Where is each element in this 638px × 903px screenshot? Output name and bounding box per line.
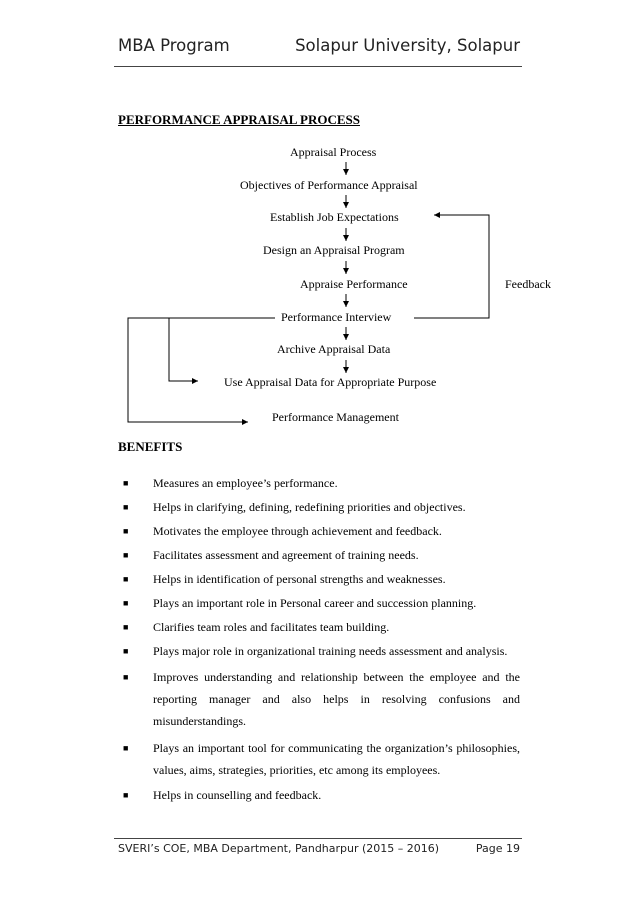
list-item: ■ Clarifies team roles and facilitates team building. [118, 618, 520, 637]
step-use-data: Use Appraisal Data for Appropriate Purpose [224, 375, 437, 389]
step-design-program: Design an Appraisal Program [263, 243, 405, 257]
bullet-icon: ■ [123, 622, 129, 632]
bullet-icon: ■ [123, 526, 129, 536]
bullet-icon: ■ [123, 574, 129, 584]
benefits-heading: BENEFITS [118, 439, 183, 454]
step-appraisal-process: Appraisal Process [290, 145, 377, 159]
bullet-icon: ■ [123, 743, 129, 753]
bullet-icon: ■ [123, 478, 129, 488]
step-archive-data: Archive Appraisal Data [277, 342, 391, 356]
step-performance-interview: Performance Interview [281, 310, 392, 324]
header-program: MBA Program [118, 36, 230, 55]
list-item: ■ Helps in counselling and feedback. [118, 786, 520, 805]
step-job-expectations: Establish Job Expectations [270, 210, 399, 224]
footer-rule [114, 838, 522, 839]
footer-institution: SVERI’s COE, MBA Department, Pandharpur (2015 – 2016) [118, 842, 440, 855]
management-loop [128, 318, 248, 422]
list-item: ■ Facilitates assessment and agreement of training needs. [118, 546, 520, 565]
list-item: ■ Helps in clarifying, defining, redefining priorities and objectives. [118, 498, 520, 517]
bullet-icon: ■ [123, 790, 129, 800]
step-appraise-performance: Appraise Performance [300, 277, 408, 291]
list-item: ■ Plays an important tool for communicating the organization’s philosophies, values, aims, strategies, priorities, etc among its employees. [118, 737, 520, 781]
list-item: ■ Improves understanding and relationship between the employee and the reporting manager and also helps in resolving confusions and misunderstandings. [118, 666, 520, 732]
page-number: Page 19 [475, 842, 520, 855]
step-performance-management: Performance Management [272, 410, 399, 424]
list-item: ■ Plays an important role in Personal career and succession planning. [118, 594, 520, 613]
bullet-icon: ■ [123, 598, 129, 608]
bullet-icon: ■ [123, 550, 129, 560]
benefits-list [118, 474, 520, 810]
list-item: ■ Plays major role in organizational training needs assessment and analysis. [118, 642, 520, 661]
list-item: ■ Motivates the employee through achievement and feedback. [118, 522, 520, 541]
step-objectives: Objectives of Performance Appraisal [240, 178, 418, 192]
feedback-loop [414, 215, 489, 318]
bullet-icon: ■ [123, 646, 129, 656]
interview-loop [169, 318, 275, 381]
list-item: ■ Measures an employee’s performance. [118, 474, 520, 493]
header-university: Solapur University, Solapur [295, 36, 520, 55]
bullet-icon: ■ [123, 672, 129, 682]
feedback-label: Feedback [505, 277, 551, 291]
list-item: ■ Helps in identification of personal strengths and weaknesses. [118, 570, 520, 589]
section-title: PERFORMANCE APPRAISAL PROCESS [118, 112, 360, 127]
bullet-icon: ■ [123, 502, 129, 512]
